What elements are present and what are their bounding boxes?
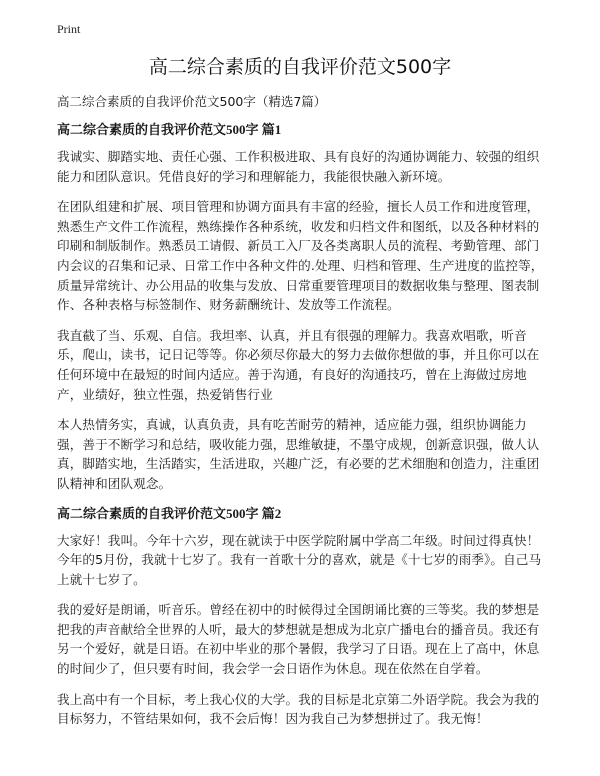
print-link[interactable]: Print xyxy=(57,22,81,36)
paragraph: 我诚实、脚踏实地、责任心强、工作积极进取、具有良好的沟通协调能力、较强的组织能力和团队意识。凭借良好的学习和理解能力，我能很快融入新环境。 xyxy=(57,149,540,184)
section-heading: 高二综合素质的自我评价范文500字 篇2 xyxy=(57,505,282,521)
paragraph: 大家好！我叫。今年十六岁，现在就读于中医学院附属中学高二年级。时间过得真快！今年的5月份，我就十七岁了。我有一首歌十分的喜欢，就是《十七岁的雨季》。自己马上就十七岁了。 xyxy=(57,532,542,587)
paragraph: 我的爱好是朗诵，听音乐。曾经在初中的时候得过全国朗诵比赛的三等奖。我的梦想是把我的声音献给全世界的人听，最大的梦想就是想成为北京广播电台的播音员。我还有另一个爱好，就是日语。在初中毕业的那个暑假，我学习了日语。现在上了高中，休息的时间少了，但只要有时间，我会学一会日语作为休息。现在依然在自学着。 xyxy=(57,602,540,677)
paragraph: 我上高中有一个目标，考上我心仪的大学。我的目标是北京第二外语学院。我会为我的目标努力，不管结果如何，我不会后悔！因为我自己为梦想拼过了。我无悔！ xyxy=(57,691,540,727)
page-title: 高二综合素质的自我评价范文500字 xyxy=(148,56,452,78)
article-subtitle: 高二综合素质的自我评价范文500字（精选7篇） xyxy=(57,94,327,109)
paragraph: 本人热情务实，真诚，认真负责，具有吃苦耐劳的精神，适应能力强，组织协调能力强，善于不断学习和总结，吸收能力强，思维敏捷，不墨守成规，创新意识强，做人认真，脚踏实地，生活踏实，生活进取，兴趣广泛，有必要的艺术细胞和创造力，注重团队精神和团队观念。 xyxy=(57,417,540,491)
paragraph: 我直截了当、乐观、自信。我坦率、认真，并且有很强的理解力。我喜欢唱歌，听音乐，爬山，读书，记日记等等。你必须尽你最大的努力去做你想做的事，并且你可以在任何环境中在最短的时间内适应。善于沟通，有良好的沟通技巧，曾在上海做过房地产，业绩好，独立性强，热爱销售行业 xyxy=(57,327,540,402)
section-1 xyxy=(57,121,552,494)
section-heading: 高二综合素质的自我评价范文500字 篇1 xyxy=(57,122,282,137)
section-2 xyxy=(57,505,552,729)
article-body xyxy=(57,93,552,740)
paragraph: 在团队组建和扩展、项目管理和协调方面具有丰富的经验，擅长人员工作和进度管理，熟悉生产文件工作流程，熟练操作各种系统，收发和归档文件和图纸，以及各种材料的印刷和制版制作。熟悉员工请假、新员工入厂及各类离职人员的流程、考勤管理、部门内会议的召集和记录、日常工作中各种文件的.处理、归档和管理、生产进度的监控等，质量异常统计、办公用品的收集与发放、日常重要管理项目的数据收集与整理、图表制作、各种表格与标签制作、财务薪酬统计、发放等工作流程。 xyxy=(57,199,544,313)
